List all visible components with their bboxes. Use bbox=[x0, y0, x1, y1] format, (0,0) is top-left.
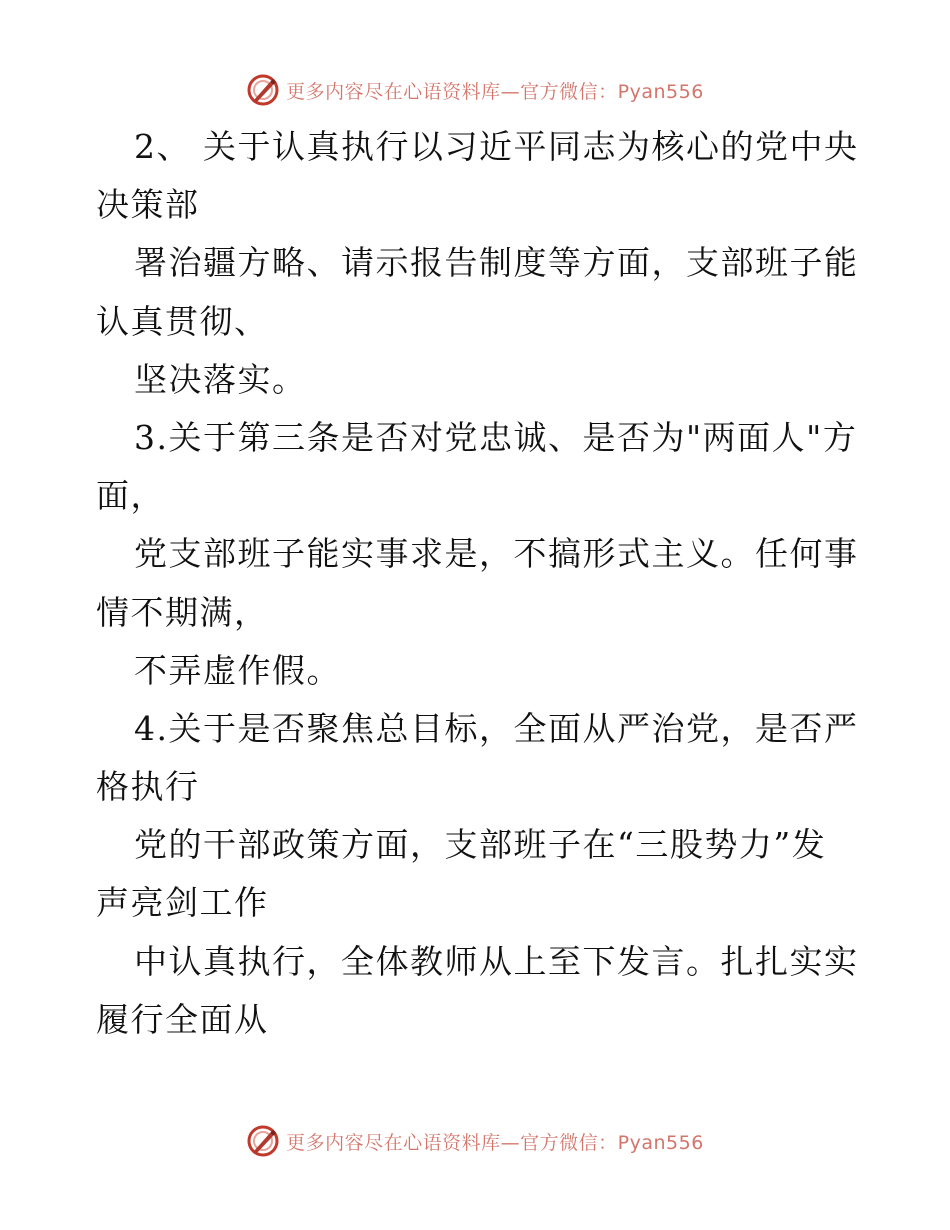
text-line: 党的干部政策方面，支部班子在“三股势力”发 bbox=[134, 825, 827, 865]
text-line: 署治疆方略、请示报告制度等方面，支部班子能 bbox=[134, 243, 859, 283]
text-line: 坚决落实。 bbox=[134, 359, 307, 399]
text-line: 中认真执行，全体教师从上至下发言。扎扎实实 bbox=[134, 941, 859, 981]
text-line: 情不期满， bbox=[96, 592, 269, 632]
text-line: 声亮剑工作 bbox=[96, 883, 269, 923]
pen-logo-icon bbox=[246, 73, 280, 107]
watermark-text: 更多内容尽在心语资料库—官方微信：Pyan556 bbox=[286, 1131, 704, 1154]
text-line: 面， bbox=[96, 476, 165, 516]
document-body bbox=[96, 118, 859, 1049]
watermark-text: 更多内容尽在心语资料库—官方微信：Pyan556 bbox=[286, 80, 704, 103]
text-line: 2、 关于认真执行以习近平同志为核心的党中央 bbox=[134, 127, 859, 166]
text-line: 党支部班子能实事求是，不搞形式主义。任何事 bbox=[134, 534, 859, 574]
text-line: 4.关于是否聚焦总目标，全面从严治党，是否严 bbox=[134, 708, 859, 748]
text-line: 履行全面从 bbox=[96, 999, 269, 1039]
text-line: 认真贯彻、 bbox=[96, 301, 269, 341]
header-watermark bbox=[0, 70, 950, 110]
text-line: 不弄虚作假。 bbox=[134, 650, 341, 690]
text-line: 决策部 bbox=[96, 185, 200, 225]
text-line: 3.关于第三条是否对党忠诚、是否为"两面人"方 bbox=[134, 417, 858, 457]
pen-logo-icon bbox=[246, 1124, 280, 1158]
footer-watermark bbox=[0, 1121, 950, 1161]
text-line: 格执行 bbox=[96, 767, 200, 807]
